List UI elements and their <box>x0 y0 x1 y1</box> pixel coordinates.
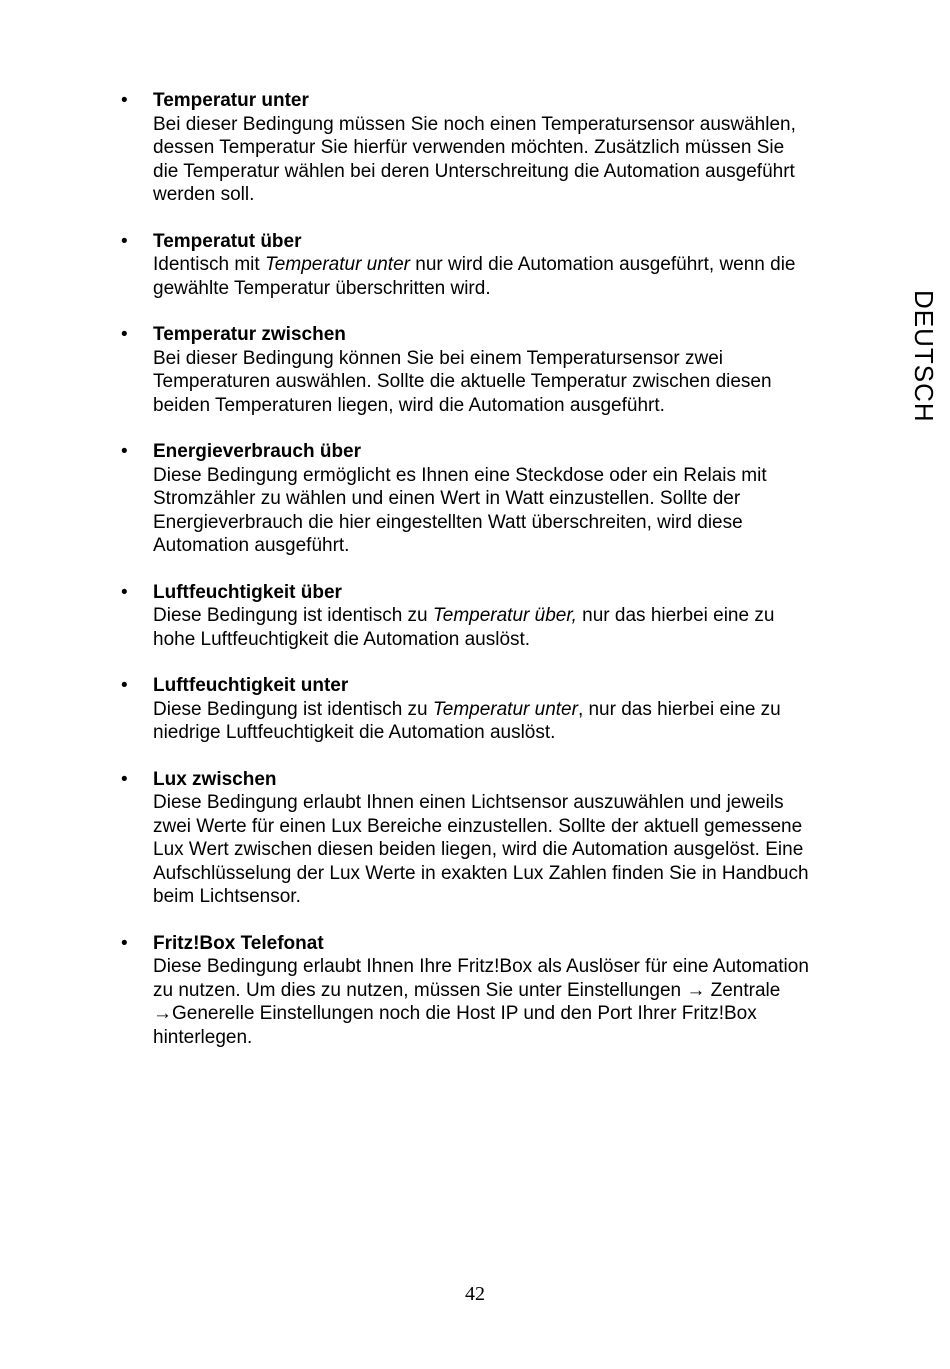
text-line <box>153 253 858 277</box>
text-line <box>153 1002 858 1026</box>
text-line: werden soll. <box>153 184 255 205</box>
text-segment: Identisch mit <box>153 254 265 275</box>
item-title: Temperatur unter <box>153 90 309 111</box>
item-description <box>153 791 858 909</box>
text-segment: nur wird die Automation ausgeführt, wenn die <box>409 254 796 275</box>
text-line <box>153 604 858 628</box>
arrow-right-icon: → <box>686 979 706 1001</box>
list-item-fritzbox-telefonat <box>0 932 950 1050</box>
text-line <box>153 979 858 1003</box>
text-segment: , nur das hierbei eine zu <box>577 698 781 720</box>
conditions-list <box>0 89 950 1072</box>
text-line: gewählte Temperatur überschritten wird. <box>153 277 491 299</box>
text-line: die Temperatur wählen bei deren Unterschreitung die Automation ausgeführt <box>153 160 795 182</box>
text-segment: Diese Bedingung ist identisch zu <box>153 698 433 720</box>
item-title: Fritz!Box Telefonat <box>153 932 324 954</box>
text-line: beiden Temperaturen liegen, wird die Automation ausgeführt. <box>153 394 665 416</box>
italic-reference: Temperatur über, <box>432 605 577 626</box>
bullet-icon: • <box>121 441 128 462</box>
text-line: hinterlegen. <box>153 1026 253 1048</box>
bullet-icon: • <box>121 768 128 790</box>
item-description <box>153 955 858 1049</box>
item-description <box>153 698 858 745</box>
text-segment: nur das hierbei eine zu <box>576 605 775 626</box>
bullet-icon: • <box>121 675 128 696</box>
text-segment: zu nutzen. Um dies zu nutzen, müssen Sie unter Einstellungen <box>153 979 687 1001</box>
text-line: Automation ausgeführt. <box>153 535 350 556</box>
list-item-lux-zwischen <box>0 768 950 909</box>
item-description <box>153 464 858 558</box>
text-segment: Zentrale <box>705 979 781 1001</box>
item-title: Lux zwischen <box>153 768 277 790</box>
bullet-icon: • <box>121 932 128 954</box>
bullet-icon: • <box>121 230 128 252</box>
text-line <box>153 698 858 722</box>
text-line: hohe Luftfeuchtigkeit die Automation auslöst. <box>153 628 531 650</box>
arrow-right-icon: → <box>153 1003 172 1024</box>
item-title: Temperatur zwischen <box>153 324 346 345</box>
text-line: Stromzähler zu wählen und einen Wert in Watt einzustellen. Sollte der <box>153 488 741 509</box>
text-line: niedrige Luftfeuchtigkeit die Automation auslöst. <box>153 722 556 743</box>
bullet-icon: • <box>121 90 128 111</box>
text-line: Diese Bedingung erlaubt Ihnen einen Lichtsensor auszuwählen und jeweils <box>153 792 784 813</box>
page-number: 42 <box>465 1283 485 1305</box>
text-line: Lux Wert zwischen diesen beiden liegen, wird die Automation ausgelöst. Eine <box>153 839 804 860</box>
bullet-icon: • <box>121 324 128 345</box>
text-line: beim Lichtsensor. <box>153 886 301 907</box>
item-title: Energieverbrauch über <box>153 441 362 462</box>
language-side-label: DEUTSCH <box>909 290 939 423</box>
list-item-luftfeuchtigkeit-ueber <box>0 581 950 652</box>
text-line: Diese Bedingung erlaubt Ihnen Ihre Fritz!Box als Auslöser für eine Automation <box>153 956 809 977</box>
text-line: Bei dieser Bedingung müssen Sie noch einen Temperatursensor auswählen, <box>153 113 796 135</box>
list-item-temperatut-ueber <box>0 230 950 301</box>
item-title: Luftfeuchtigkeit unter <box>153 675 349 696</box>
text-line: Diese Bedingung ermöglicht es Ihnen eine Steckdose oder ein Relais mit <box>153 464 767 486</box>
text-segment: Generelle Einstellungen noch die Host IP und den Port Ihrer Fritz!Box <box>172 1003 757 1024</box>
bullet-icon: • <box>121 581 128 603</box>
text-line: zwei Werte für einen Lux Bereiche einzustellen. Sollte der aktuell gemessene <box>153 815 803 837</box>
item-description <box>153 253 858 300</box>
item-description <box>153 347 858 418</box>
text-line: Bei dieser Bedingung können Sie bei einem Temperatursensor zwei <box>153 347 723 369</box>
italic-reference: Temperatur unter <box>432 698 578 720</box>
list-item-temperatur-zwischen <box>0 323 950 417</box>
list-item-temperatur-unter <box>0 89 950 207</box>
item-title: Luftfeuchtigkeit über <box>153 581 342 603</box>
text-segment: Diese Bedingung ist identisch zu <box>153 605 433 626</box>
item-description <box>153 604 858 651</box>
list-item-energieverbrauch-ueber <box>0 440 950 558</box>
text-line: Temperaturen auswählen. Sollte die aktuelle Temperatur zwischen diesen <box>153 371 772 392</box>
list-item-luftfeuchtigkeit-unter <box>0 674 950 745</box>
item-title: Temperatut über <box>153 230 302 252</box>
text-line: dessen Temperatur Sie hierfür verwenden möchten. Zusätzlich müssen Sie <box>153 137 785 158</box>
text-line: Aufschlüsselung der Lux Werte in exakten Lux Zahlen finden Sie in Handbuch <box>153 862 809 884</box>
italic-reference: Temperatur unter <box>264 254 410 275</box>
item-description <box>153 113 858 207</box>
text-line: Energieverbrauch die hier eingestellten Watt überschreiten, wird diese <box>153 511 743 533</box>
